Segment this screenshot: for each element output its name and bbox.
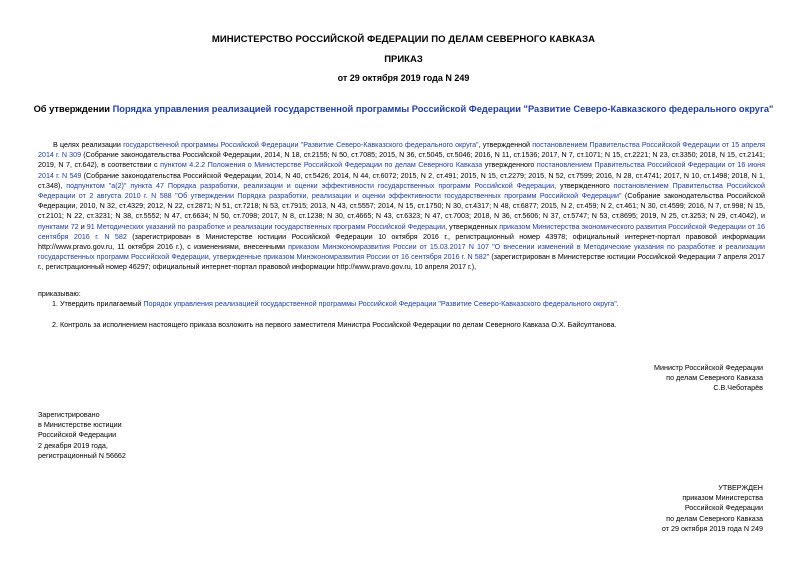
preamble-link[interactable]: пунктами 72	[38, 222, 79, 231]
preamble-text: (Собрание законодательства Российской Федерации, 2014, N 40, ст.5426; 2014, N 44, ст.6072; 2015, N 2, ст.491; 2015, N 15, ст.2279; 2015, N 52, ст.7599; 2016, N 28, ст.4741; 2017, N 10, ст.1498; 2018, N 1, ст.348),	[38, 171, 765, 190]
preamble-paragraph	[38, 140, 765, 273]
preamble-text: (зарегистрирован в Министерстве юстиции Российской Федерации 10 октября 2016 г., регистрационный номер 43978; официальный интернет-портал правовой информации http://www.pravo.gov.ru, 11 октября 2016 г.), с изменениями, внесенными	[38, 232, 765, 252]
preamble-link[interactable]: 91 Методических указаний по разработке и реализации государственных программ Российской Федерации	[86, 222, 446, 231]
approval-line: УТВЕРЖДЕН	[718, 483, 763, 492]
order-word: приказываю:	[38, 289, 81, 298]
preamble-link[interactable]: постановлением Правительства Российской Федерации от 2 августа 2010 г. N 588 "Об утверждении Порядка разработки, реализации и оценки эффективности государственных программ Российской Федерации"	[38, 181, 766, 201]
order-item-2: 2. Контроль за исполнением настоящего приказа возложить на первого заместителя Министра Российской Федерации по делам Северного Кавказа О.Х. Байсултанова.	[52, 320, 617, 329]
order-item-1	[52, 299, 619, 309]
approval-line: приказом Министерства	[682, 493, 763, 503]
registration-block	[38, 410, 126, 461]
preamble-link[interactable]: пунктом 4.2.2 Положения о Министерстве Российской Федерации по делам Северного Кавказа	[160, 161, 483, 170]
item1-suffix: .	[616, 299, 619, 308]
approval-line: от 29 октября 2019 года N 249	[661, 523, 763, 533]
title-link[interactable]: Порядка управления реализацией государственной программы Российской Федерации "Развитие Северо-Кавказского федерального округа"	[112, 104, 774, 114]
preamble-link[interactable]: постановлением Правительства Российской Федерации от 16 июня 2014 г. N 549	[38, 161, 765, 180]
preamble-text: и	[78, 222, 87, 231]
signature-line: по делам Северного Кавказа	[666, 373, 763, 383]
preamble-text: (Собрание законодательства Российской Федерации, 2010, N 32, ст.4329; 2012, N 22, ст.2871; N 51, ст.7218; N 53, ст.7915; 2013, N 43, ст.5557; 2014, N 15, ст.1750; N 30, ст.4317; N 48, ст.6877; 2015, N 2, ст.459; N 2, ст.461; N 30, ст.4599; 2016, N 7, ст.998; N 15, ст.2101; N 22, ст.3231; N 38, ст.5552; N 47, ст.6634; N 50, ст.7098; 2017, N 8, ст.1238; N 30, ст.4665; N 43, ст.6323; N 47, ст.7003; 2018, N 36, ст.5606; N 37, ст.5747; N 53, ст.8695; 2019, N 25, ст.3253; N 29, ст.4042), и	[38, 192, 765, 221]
signature-line: С.В.Чеботарёв	[713, 383, 763, 393]
signature-line: Министр Российской Федерации	[653, 363, 763, 372]
registration-line: Российской Федерации	[38, 430, 117, 440]
registration-line: 2 декабря 2019 года,	[38, 440, 108, 450]
preamble-link[interactable]: приказом Министерства экономического развития Российской Федерации от 16 сентября 2016 г. N 582	[38, 222, 766, 241]
item1-prefix: 1. Утвердить прилагаемый	[52, 299, 144, 308]
preamble-text: В целях реализации	[53, 141, 124, 149]
preamble-text: , утвержденной	[478, 141, 533, 149]
date-number-heading: от 29 октября 2019 года N 249	[337, 73, 470, 83]
title-prefix: Об утверждении	[33, 104, 113, 114]
approval-line: по делам Северного Кавказа	[666, 513, 763, 523]
signature-block	[654, 363, 763, 394]
preamble-text: (зарегистрирован в Министерстве юстиции Российской Федерации 7 апреля 2017 г., регистрационный номер 46297; официальный интернет-портал правовой информации http://www.pravo.gov.ru, 10 апреля 2017 г.),	[38, 253, 765, 272]
preamble-text: , утвержденных	[445, 222, 500, 231]
approval-line: Российской Федерации	[684, 503, 763, 513]
ministry-heading: МИНИСТЕРСТВО РОССИЙСКОЙ ФЕДЕРАЦИИ ПО ДЕЛАМ СЕВЕРНОГО КАВКАЗА	[211, 34, 596, 45]
item1-link[interactable]: Порядок управления реализацией государственной программы Российской Федерации "Развитие Северо-Кавказского федерального округа"	[143, 299, 617, 308]
preamble-link[interactable]: подпунктом "а(2)" пункта 47 Порядка разработки, реализации и оценки эффективности государственных программ Российской Федерации	[66, 181, 555, 190]
document-title	[0, 104, 807, 114]
approval-block	[662, 483, 763, 534]
doc-type-heading: ПРИКАЗ	[384, 54, 423, 65]
preamble-link[interactable]: приказом Минэкономразвития России от 15.03.2017 N 107 "О внесении изменений в Методические указания по разработке и реализации государственных программ Российской Федерации, утвержденные приказом Минэкономразвития России от 16 сентября 2016 г. N 582"	[38, 243, 765, 262]
preamble-text: , утвержденного	[554, 181, 614, 190]
registration-line: Зарегистрировано	[38, 410, 100, 419]
registration-line: в Министерстве юстиции	[38, 420, 122, 430]
preamble-link[interactable]: государственной программы Российской Федерации "Развитие Северо-Кавказского федерального округа"	[123, 141, 479, 149]
preamble-link[interactable]: постановлением Правительства Российской Федерации от 15 апреля 2014 г. N 309	[38, 141, 765, 160]
preamble-text: (Собрание законодательства Российской Федерации, 2014, N 18, ст.2155; N 50, ст.7085; 2015, N 36, ст.5045, ст.5046; 2016, N 11, ст.1536; 2017, N 7, ст.1071; N 15, ст.2221; N 23, ст.3350; 2018, N 15, ст.2141; 2019, N 7, ст.642), в соответствии с	[38, 151, 766, 170]
preamble-text: утвержденного	[482, 161, 537, 170]
registration-line: регистрационный N 56662	[38, 450, 126, 460]
